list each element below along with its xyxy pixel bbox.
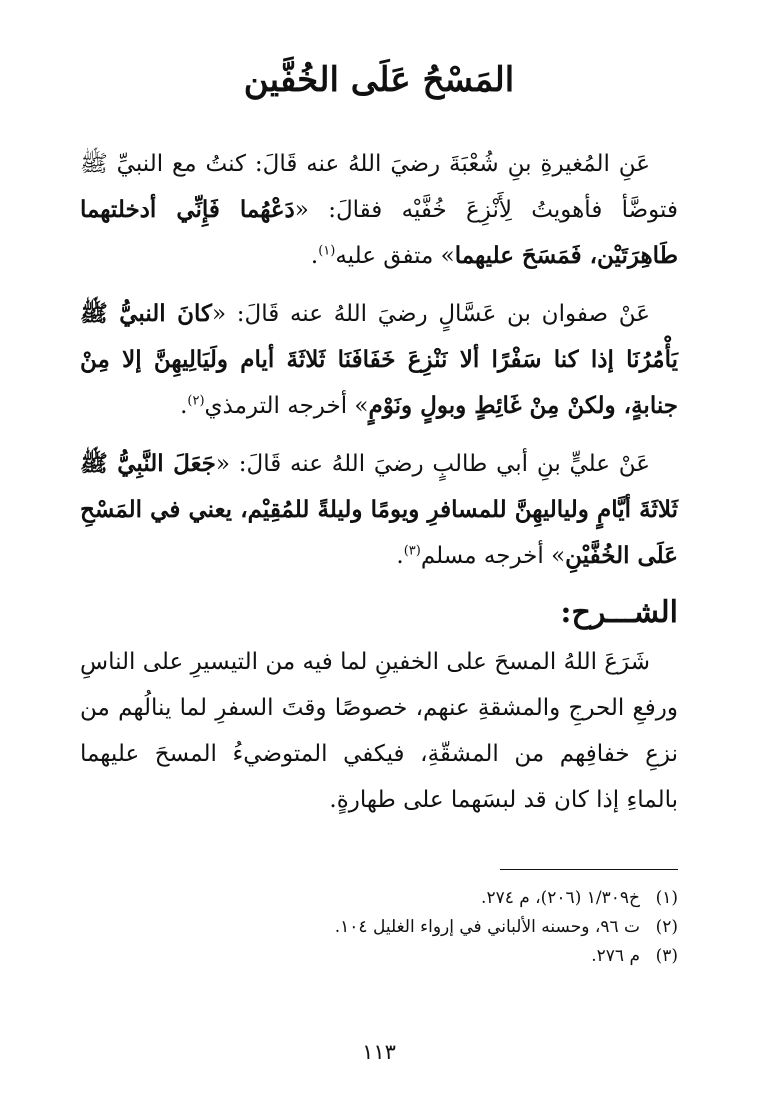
footnote-text: ت ٩٦، وحسنه الألباني في إرواء الغليل ١٠٤.: [334, 916, 640, 937]
hadith-paragraph-1: [80, 141, 678, 279]
hadith-3-text: عَنْ عليٍّ بنِ أبي طالبٍ رضيَ اللهُ عنه قَالَ: «: [215, 450, 651, 477]
footnote-item-3: [80, 942, 678, 971]
footnote-text: خ١/٣٠٩ (٢٠٦)، م ٢٧٤.: [481, 887, 640, 908]
hadith-paragraph-2: [80, 291, 678, 429]
footnote-number: (٣): [655, 945, 678, 966]
page-number: ١١٣: [362, 1040, 396, 1064]
hadith-3-end: .: [396, 542, 404, 569]
hadith-2-end: .: [180, 392, 188, 419]
hadith-2-quote: كانَ النبيُّ ﷺ يَأْمُرُنَا إذا كنا سَفْرًا ألا نَنْزِعَ خَفَافَنَا ثَلاثَةَ أيام ولَيَالِيهِنَّ إلا مِنْ جنابةٍ، ولكنْ مِنْ غَائِطٍ وبولٍ ونَوْمٍ: [80, 299, 678, 419]
hadith-1-quote: دَعْهُما فَإِنِّي أدخلتهما طَاهِرَتَيْن، فَمَسَحَ عليهما: [80, 195, 678, 269]
explanation-paragraph: شَرَعَ اللهُ المسحَ على الخفينِ لما فيه من التيسيرِ على الناسِ ورفعِ الحرجِ والمشقةِ عنهم، خصوصًا وقتَ السفرِ لما ينالُهم من نزعِ خفافِهم من المشقّةِ، فيكفي المتوضيءُ المسحَ عليهما بالماءِ إذا كان قد لبسَهما على طهارةٍ.: [80, 648, 678, 813]
hadith-1-end: .: [310, 242, 319, 269]
footnotes-list: [80, 884, 678, 971]
footnote-number: (٢): [655, 916, 678, 937]
footnote-divider: [500, 869, 678, 870]
hadith-1-text: عَنِ المُغيرةِ بنِ شُعْبَةَ رضيَ اللهُ عنه قَالَ: كنتُ مع النبيِّ ﷺ فتوضَّأ فأهويتُ لِأَنْزِعَ خُفَّيْه فقالَ: «: [80, 150, 678, 223]
footnote-ref-1[interactable]: (١): [318, 243, 336, 259]
footnote-item-2: [80, 913, 678, 942]
hadith-1-source: » متفق عليه: [335, 242, 455, 269]
footnote-text: م ٢٧٦.: [591, 945, 640, 966]
section-heading-explanation: الشـــرح:: [560, 594, 678, 630]
footnote-ref-3[interactable]: (٣): [403, 543, 421, 559]
hadith-3-quote: جَعَلَ النَّبِيُّ ﷺ ثَلاثَةَ أيَّامٍ ولياليهِنَّ للمسافرِ ويومًا وليلةً للمُقِيْم، يعني في المَسْحِ عَلَى الخُفَّيْنِ: [80, 449, 678, 569]
page-title: المَسْحُ عَلَى الخُفَّين: [243, 60, 515, 100]
hadith-paragraph-3: [80, 441, 678, 579]
hadith-2-text: عَنْ صفوان بن عَسَّالٍ رضيَ اللهُ عنه قَالَ: «: [211, 300, 650, 327]
footnote-ref-2[interactable]: (٢): [187, 393, 205, 409]
hadith-2-source: » أخرجه الترمذي: [204, 392, 369, 419]
footnote-number: (١): [655, 887, 678, 908]
hadith-3-source: » أخرجه مسلم: [420, 542, 566, 569]
footnote-item-1: [80, 884, 678, 913]
